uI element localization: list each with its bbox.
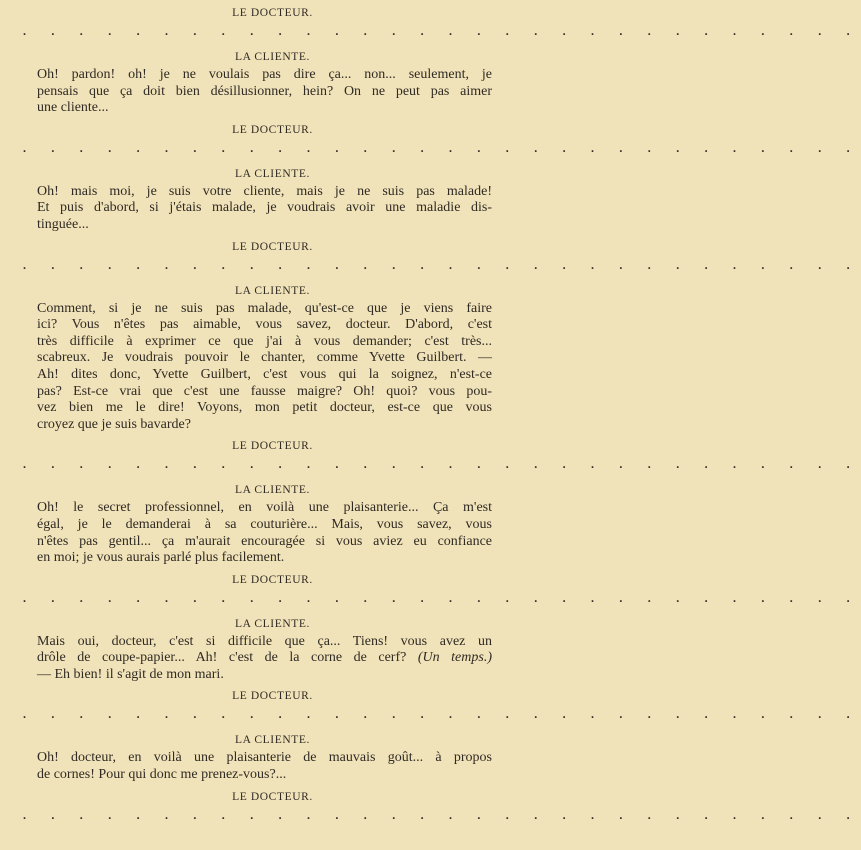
text-line: en moi; je vous aurais parlé plus facilement. — [37, 550, 285, 566]
text-line: une cliente... — [37, 100, 109, 116]
speaker-heading: LA CLIENTE. — [235, 51, 310, 63]
text-line — [37, 650, 492, 667]
text-line: égal, je le demanderai à sa couturière... Mais, vous savez, vous — [37, 516, 492, 532]
ellipsis-dots: . . . . . . . . . . . . . . . . . . . . . . . . . . . . . . — [23, 140, 861, 155]
speaker-heading: LE DOCTEUR. — [232, 7, 313, 19]
text-line: scabreux. Je voudrais pouvoir le chanter, comme Yvette Guilbert. — — [37, 350, 492, 366]
text-line: n'êtes pas gentil... ça m'aurait encouragée si vous aviez eu confiance — [37, 533, 492, 549]
text-line: pas? Est-ce vrai que c'est une fausse maigre? Oh! quoi? vous pou- — [37, 383, 492, 399]
text-line: — Eh bien! il s'agit de mon mari. — [37, 666, 224, 682]
speaker-heading: LA CLIENTE. — [235, 284, 310, 297]
speaker-heading: LE DOCTEUR. — [232, 573, 313, 586]
text-line: Mais oui, docteur, c'est si difficile que ça... Tiens! vous avez un — [37, 633, 492, 649]
text-line: de cornes! Pour qui donc me prenez-vous?... — [37, 767, 287, 783]
ellipsis-dots: . . . . . . . . . . . . . . . . . . . . . . . . . . . . . . — [23, 457, 861, 472]
text-line: Oh! le secret professionnel, en voilà une plaisanterie... Ça m'est — [37, 500, 492, 516]
text-line: croyez que je suis bavarde? — [37, 416, 191, 432]
ellipsis-dots: . . . . . . . . . . . . . . . . . . . . . . . . . . . . . . — [23, 590, 861, 605]
text-fragment: drôle de coupe-papier... Ah! c'est de la corne de cerf? — [37, 650, 407, 666]
text-line: tinguée... — [37, 216, 89, 232]
text-line: vez bien me le dire! Voyons, mon petit docteur, est-ce que vous — [37, 400, 492, 416]
text-line: ici? Vous n'êtes pas aimable, vous savez, docteur. D'abord, c'est — [37, 317, 492, 333]
speaker-heading: LE DOCTEUR. — [232, 440, 313, 453]
ellipsis-dots: . . . . . . . . . . . . . . . . . . . . . . . . . . . . . . — [23, 24, 861, 38]
dialogue-paragraph — [37, 67, 492, 117]
stage-direction: (Un temps.) — [417, 650, 492, 666]
dialogue-paragraph — [37, 301, 492, 434]
dialogue-paragraph — [37, 500, 492, 566]
speaker-heading: LA CLIENTE. — [235, 167, 310, 180]
speaker-heading: LA CLIENTE. — [235, 484, 310, 497]
text-line: pensais que ça doit bien désillusionner, hein? On ne peut pas aimer — [37, 83, 492, 99]
ellipsis-dots: . . . . . . . . . . . . . . . . . . . . . . . . . . . . . . — [23, 807, 861, 822]
dialogue-paragraph — [37, 750, 492, 783]
text-line: Ah! dites donc, Yvette Guilbert, c'est vous qui la soignez, n'est-ce — [37, 366, 492, 382]
speaker-heading: LE DOCTEUR. — [232, 790, 313, 803]
text-line: Oh! mais moi, je suis votre cliente, mais je ne suis pas malade! — [37, 183, 492, 199]
text-line: Oh! docteur, en voilà une plaisanterie de mauvais goût... à propos — [37, 750, 492, 766]
ellipsis-dots: . . . . . . . . . . . . . . . . . . . . . . . . . . . . . . — [23, 707, 861, 722]
speaker-heading: LE DOCTEUR. — [232, 240, 313, 253]
dialogue-paragraph — [37, 634, 492, 684]
text-line: très difficile à exprimer ce que j'ai à vous demander; c'est très... — [37, 333, 492, 349]
speaker-heading: LE DOCTEUR. — [232, 690, 313, 703]
speaker-heading: LA CLIENTE. — [235, 617, 310, 630]
dialogue-paragraph — [37, 184, 492, 234]
speaker-heading: LA CLIENTE. — [235, 734, 310, 747]
text-line: Comment, si je ne suis pas malade, qu'est-ce que je viens faire — [37, 300, 492, 316]
text-line: Oh! pardon! oh! je ne voulais pas dire ça... non... seulement, je — [37, 67, 492, 82]
speaker-heading: LE DOCTEUR. — [232, 123, 313, 136]
ellipsis-dots: . . . . . . . . . . . . . . . . . . . . . . . . . . . . . . — [23, 257, 861, 272]
text-line: Et puis d'abord, si j'étais malade, je voudrais avoir une maladie dis- — [37, 200, 492, 216]
